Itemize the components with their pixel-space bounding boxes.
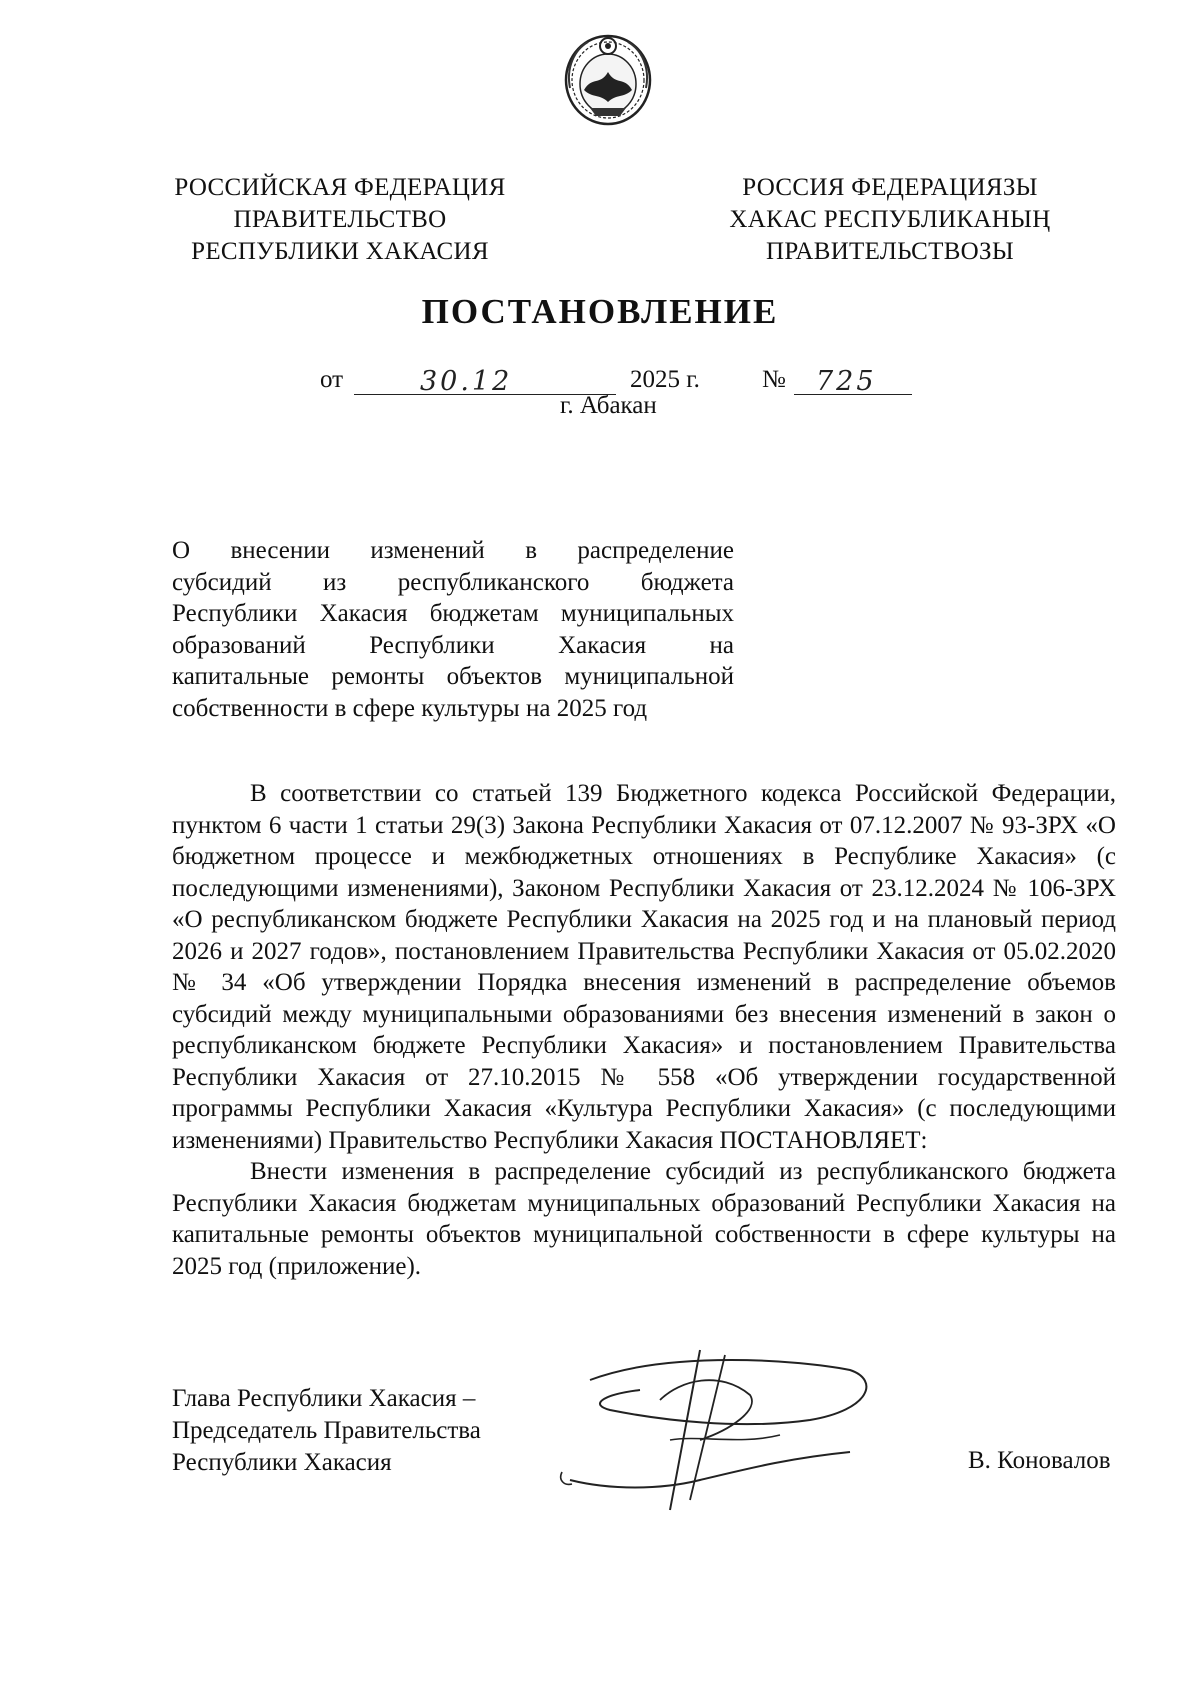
city-label: г. Абакан: [560, 392, 657, 419]
header-left-line: РОССИЙСКАЯ ФЕДЕРАЦИЯ: [174, 174, 506, 201]
from-label: от: [320, 366, 344, 393]
year-label: 2025 г.: [630, 366, 700, 393]
subject-line: Республики Хакасия бюджетам муниципальных: [172, 600, 734, 627]
coat-of-arms-emblem-icon: [560, 28, 656, 128]
header-right-line: ХАКАС РЕСПУБЛИКАНЫҢ: [729, 206, 1051, 233]
subject-line: собственности в сфере культуры на 2025 год: [172, 694, 648, 722]
header-right-line: ПРАВИТЕЛЬСТВОЗЫ: [766, 238, 1014, 265]
position-line: Председатель Правительства: [172, 1417, 481, 1444]
handwritten-number: 725: [816, 366, 877, 397]
handwritten-signature-icon: [550, 1340, 910, 1515]
header-left-block: [160, 172, 520, 268]
subject-line: образований Республики Хакасия на: [172, 631, 734, 659]
subject-line: капитальные ремонты объектов муниципальной: [172, 663, 734, 690]
header-left-line: РЕСПУБЛИКИ ХАКАСИЯ: [191, 238, 489, 265]
signatory-position: [172, 1383, 481, 1479]
body-paragraph: В соответствии со статьей 139 Бюджетного кодекса Российской Федерации, пунктом 6 части 1 статьи 29(3) Закона Республики Хакасия от 07.12.2007 № 93-ЗРХ «О бюджетном процессе и межбюджетных отношениях в Республике Хакасия» (с последующими изменениями), Законом Республики Хакасия от 23.12.2024 № 106-ЗРХ «О республиканском бюджете Республики Хакасия на 2025 год и на плановый период 2026 и 2027 годов», постановлением Правительства Республики Хакасия от 05.02.2020 № 34 «Об утверждении Порядка внесения изменений в распределение объемов субсидий между муниципальными образованиями без внесения изменений в закон о республиканском бюджете Республики Хакасия» и постановлением Правительства Республики Хакасия от 27.10.2015 № 558 «Об утверждении государственной программы Республики Хакасия «Культура Республики Хакасия» (с последующими изменениями) Правительство Республики Хакасия ПОСТАНОВЛЯЕТ:: [172, 780, 1116, 1154]
body-paragraph: Внести изменения в распределение субсидий из республиканского бюджета Республики Хакасия бюджетам муниципальных образований Республики Хакасия на капитальные ремонты объектов муниципальной собственности в сфере культуры на 2025 год (приложение).: [172, 1158, 1116, 1280]
document-title: ПОСТАНОВЛЕНИЕ: [421, 292, 779, 331]
header-right-line: РОССИЯ ФЕДЕРАЦИЯЗЫ: [742, 174, 1038, 201]
document-subject: [172, 535, 734, 724]
signatory-name: В. Коновалов: [968, 1447, 1111, 1474]
header-right-block: [700, 172, 1080, 268]
position-line: Республики Хакасия: [172, 1449, 392, 1476]
subject-line: О внесении изменений в распределение: [172, 537, 734, 564]
header-left-line: ПРАВИТЕЛЬСТВО: [233, 206, 447, 233]
handwritten-date: 30.12: [420, 366, 513, 397]
number-label: №: [762, 366, 786, 393]
subject-line: субсидий из республиканского бюджета: [172, 568, 734, 596]
document-body: [172, 778, 1116, 1282]
position-line: Глава Республики Хакасия –: [172, 1385, 476, 1412]
